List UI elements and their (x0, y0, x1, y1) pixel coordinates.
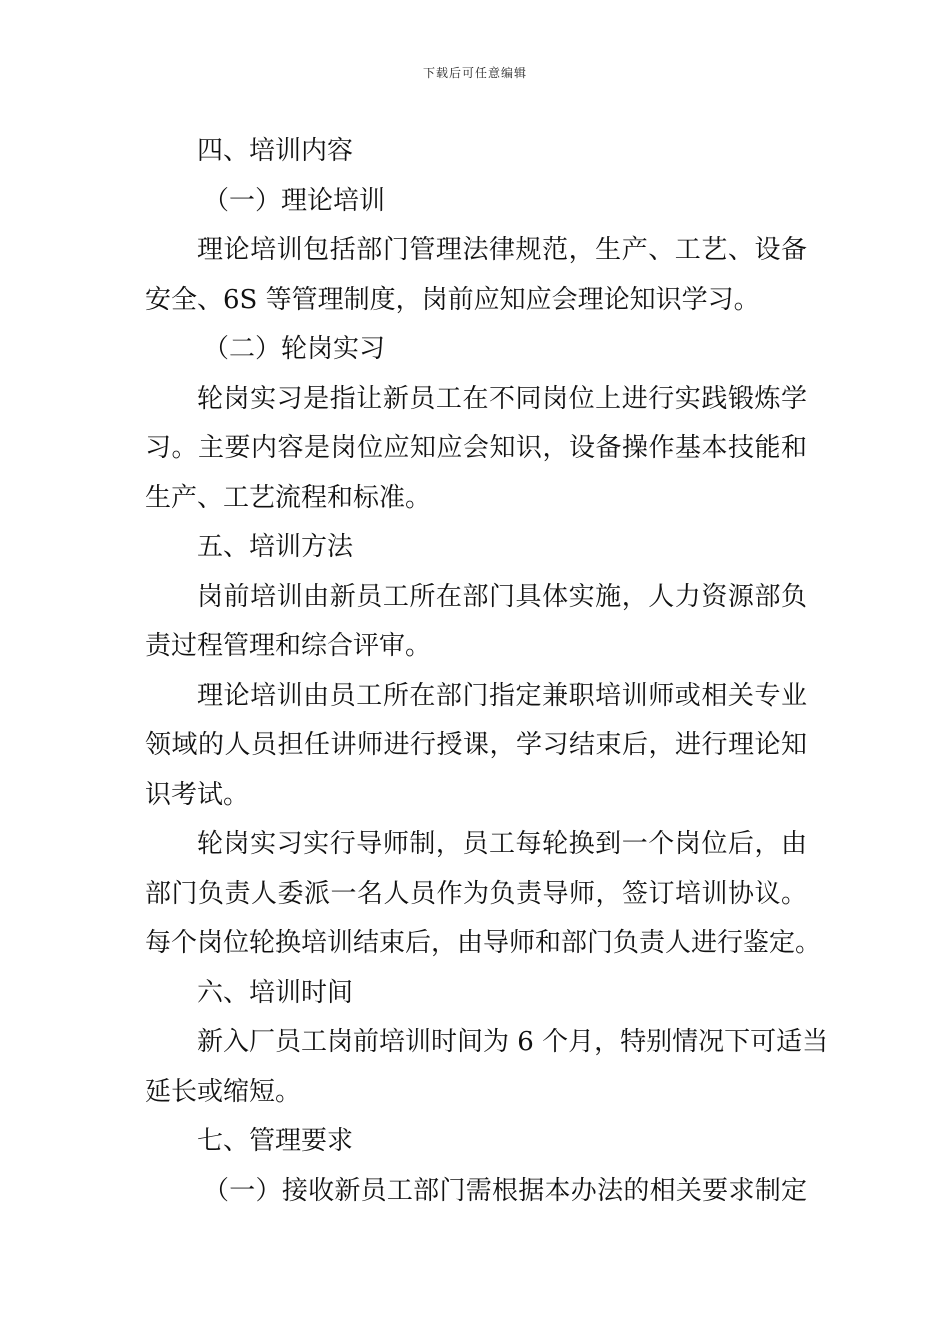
paragraph-line: 岗前培训由新员工所在部门具体实施，人力资源部负 (197, 581, 807, 612)
paragraph-line: 理论培训由员工所在部门指定兼职培训师或相关专业 (197, 680, 807, 711)
subsection-heading-rotation-internship: （二）轮岗实习 (203, 334, 386, 364)
paragraph-line: 识考试。 (145, 779, 250, 810)
paragraph-line: 生产、工艺流程和标准。 (145, 482, 432, 513)
paragraph-line: 责过程管理和综合评审。 (145, 631, 432, 661)
paragraph-line: 每个岗位轮换培训结束后，由导师和部门负责人进行鉴定。 (145, 928, 822, 958)
section-heading-training-time: 六、培训时间 (197, 977, 354, 1008)
paragraph-line: 习。主要内容是岗位应知应会知识，设备操作基本技能和 (145, 433, 807, 463)
paragraph-line: 轮岗实习是指让新员工在不同岗位上进行实践锻炼学 (197, 383, 807, 414)
paragraph-line: 领域的人员担任讲师进行授课，学习结束后，进行理论知 (145, 730, 807, 760)
page-header-note: 下载后可任意编辑 (422, 66, 527, 80)
subsection-heading-theory-training: （一）理论培训 (203, 185, 386, 216)
paragraph-line: 延长或缩短。 (145, 1076, 302, 1107)
paragraph-line: 轮岗实习实行导师制，员工每轮换到一个岗位后，由 (197, 829, 807, 859)
section-heading-training-methods: 五、培训方法 (197, 532, 354, 562)
paragraph-line: （一）接收新员工部门需根据本办法的相关要求制定 (203, 1175, 807, 1206)
paragraph-line: 安全、6S 等管理制度，岗前应知应会理论知识学习。 (145, 284, 760, 315)
paragraph-line: 理论培训包括部门管理法律规范，生产、工艺、设备 (197, 235, 807, 265)
section-heading-management-requirements: 七、管理要求 (197, 1126, 354, 1156)
paragraph-line: 新入厂员工岗前培训时间为 6 个月，特别情况下可适当 (197, 1027, 829, 1057)
paragraph-line: 部门负责人委派一名人员作为负责导师，签订培训协议。 (145, 878, 807, 909)
document-body (145, 127, 829, 1216)
section-heading-training-content: 四、培训内容 (197, 136, 354, 166)
